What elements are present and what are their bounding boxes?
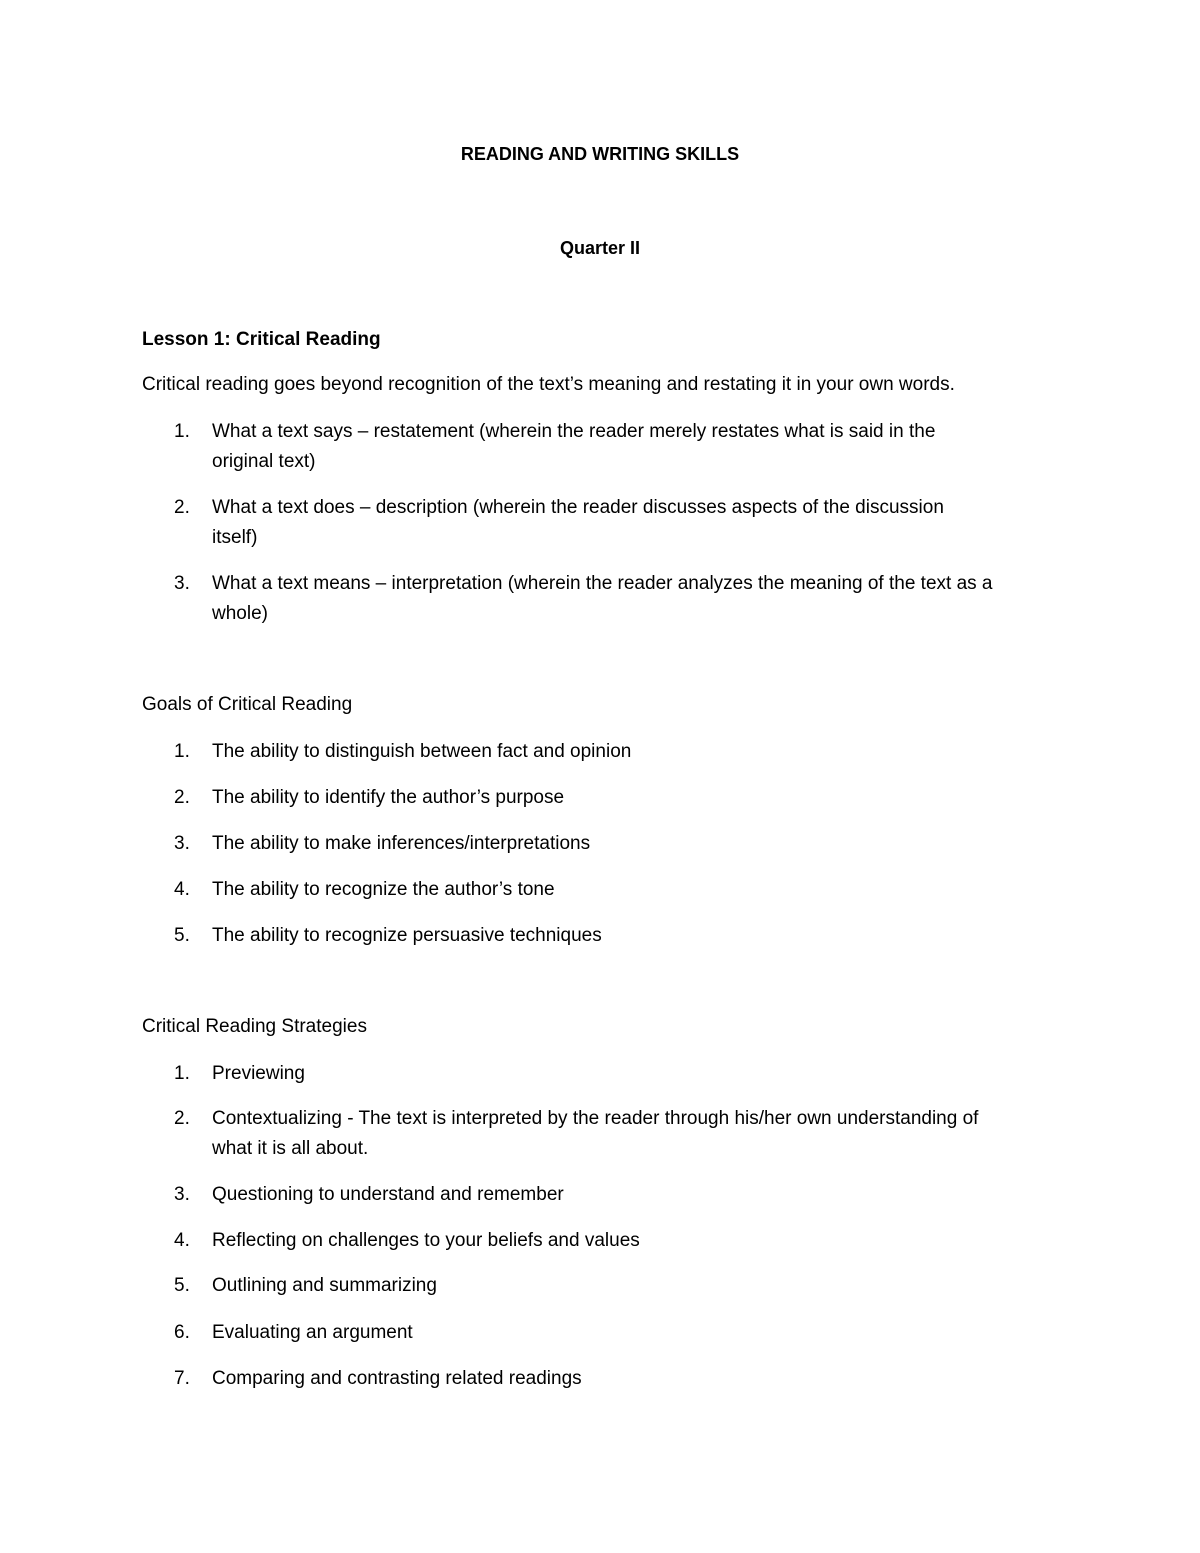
list-number: 3. <box>174 573 190 594</box>
intro-paragraph: Critical reading goes beyond recognition of the text’s meaning and restating it in your own words. <box>142 374 955 395</box>
list-text: The ability to identify the author’s purpose <box>212 787 565 808</box>
list-text <box>212 417 1072 477</box>
list-text: Evaluating an argument <box>212 1322 413 1343</box>
list-number: 5. <box>174 1275 190 1296</box>
list-text: Comparing and contrasting related readings <box>212 1368 582 1389</box>
document-title: READING AND WRITING SKILLS <box>460 144 740 164</box>
list-text: Questioning to understand and remember <box>212 1184 564 1205</box>
list-text: Reflecting on challenges to your beliefs and values <box>212 1230 640 1251</box>
list-text <box>212 569 1072 629</box>
list-line: original text) <box>212 451 316 472</box>
list-number: 4. <box>174 879 190 900</box>
list-number: 1. <box>174 741 190 762</box>
list-number: 1. <box>174 1063 190 1084</box>
strategies-heading: Critical Reading Strategies <box>142 1016 367 1037</box>
list-text: The ability to make inferences/interpretations <box>212 833 591 854</box>
list-number: 2. <box>174 1108 190 1129</box>
document-subtitle: Quarter II <box>559 238 641 258</box>
list-line: itself) <box>212 527 258 548</box>
list-number: 1. <box>174 421 190 442</box>
list-line: Contextualizing - The text is interpreted by the reader through his/her own understanding of <box>212 1108 979 1129</box>
list-number: 5. <box>174 925 190 946</box>
list-number: 2. <box>174 787 190 808</box>
list-line: What a text does – description (wherein the reader discusses aspects of the discussion <box>212 497 944 518</box>
list-number: 3. <box>174 1184 190 1205</box>
list-number: 4. <box>174 1230 190 1251</box>
list-text <box>212 493 1072 553</box>
lesson-heading: Lesson 1: Critical Reading <box>142 329 381 350</box>
list-text: The ability to recognize persuasive techniques <box>212 925 602 946</box>
list-line: whole) <box>212 603 268 624</box>
list-number: 2. <box>174 497 190 518</box>
list-line: what it is all about. <box>212 1138 369 1159</box>
list-number: 7. <box>174 1368 190 1389</box>
list-text: The ability to recognize the author’s tone <box>212 879 555 900</box>
goals-heading: Goals of Critical Reading <box>142 694 353 715</box>
list-line: What a text means – interpretation (wherein the reader analyzes the meaning of the text as a <box>212 573 993 594</box>
list-number: 3. <box>174 833 190 854</box>
list-number: 6. <box>174 1322 190 1343</box>
list-text: Previewing <box>212 1063 305 1084</box>
list-text: The ability to distinguish between fact and opinion <box>212 741 632 762</box>
list-text <box>212 1104 1072 1164</box>
list-line: What a text says – restatement (wherein the reader merely restates what is said in the <box>212 421 936 442</box>
list-text: Outlining and summarizing <box>212 1275 437 1296</box>
